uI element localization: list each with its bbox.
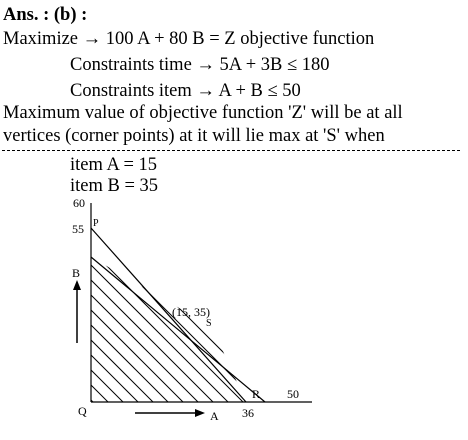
time-constraint-line bbox=[91, 228, 246, 402]
x-tick-36: 36 bbox=[242, 406, 254, 420]
constraint-time-line: Constraints time → 5A + 3B ≤ 180 bbox=[70, 55, 330, 75]
a-axis-arrow bbox=[135, 409, 205, 417]
x-tick-50: 50 bbox=[287, 387, 299, 401]
vertex-p-label: P bbox=[93, 218, 99, 229]
item-b-value: item B = 35 bbox=[70, 176, 159, 196]
y-tick-60: 60 bbox=[73, 196, 85, 210]
item-constraint-line bbox=[91, 257, 265, 402]
y-tick-55: 55 bbox=[72, 222, 84, 236]
axis-a-label: A bbox=[210, 409, 219, 423]
paragraph-line-1: Maximum value of objective function 'Z' will be at all bbox=[3, 103, 403, 123]
vertex-r-label: R bbox=[252, 387, 261, 401]
origin-q-label: Q bbox=[78, 404, 87, 418]
item-a-value: item A = 15 bbox=[70, 155, 158, 175]
objective-line: Maximize → 100 A + 80 B = Z objective function bbox=[3, 29, 375, 49]
vertex-s-coord: (15, 35) bbox=[172, 305, 210, 319]
vertex-s-label: S bbox=[206, 318, 212, 329]
answer-heading: Ans. : (b) : bbox=[3, 5, 88, 25]
constraint-item-line: Constraints item → A + B ≤ 50 bbox=[70, 81, 301, 101]
axis-b-label: B bbox=[72, 266, 81, 280]
b-axis-arrow bbox=[73, 280, 81, 343]
paragraph-line-2: vertices (corner points) at it will lie max at 'S' when bbox=[3, 126, 385, 146]
